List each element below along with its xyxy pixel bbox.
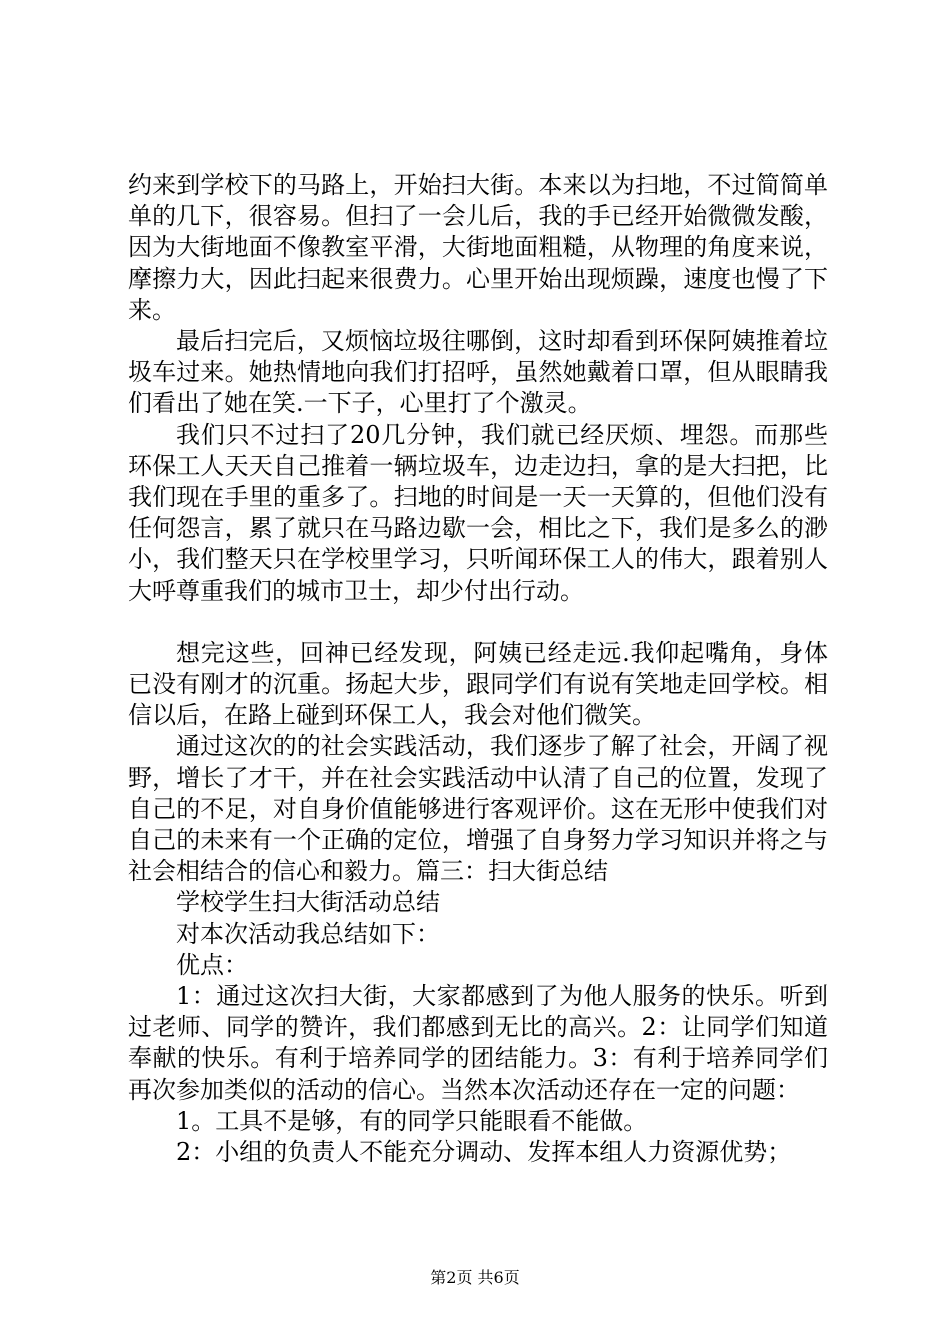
section-title: 学校学生扫大街活动总结 xyxy=(176,888,440,917)
problem-item-2: 2：小组的负责人不能充分调动、发挥本组人力资源优势； xyxy=(176,1138,792,1167)
page-footer: 第2页 共6页 xyxy=(430,1268,520,1287)
summary-intro: 对本次活动我总结如下： xyxy=(176,919,440,948)
document-body xyxy=(128,170,828,1168)
advantages-heading: 优点： xyxy=(176,950,248,979)
paragraph-5: 通过这次的的社会实践活动，我们逐步了解了社会，开阔了视野，增长了才干，并在社会实践活动中认清了自己的位置，发现了自己的不足，对自身价值能够进行客观评价。这在无形中使我们对自己的未来有一个正确的定位，增强了自身努力学习知识并将之与社会相结合的信心和毅力。篇三：扫大街总结 xyxy=(128,732,828,886)
paragraph-1: 约来到学校下的马路上，开始扫大街。本来以为扫地，不过简简单单的几下，很容易。但扫了一会儿后，我的手已经开始微微发酸，因为大街地面不像教室平滑，大街地面粗糙，从物理的角度来说，摩擦力大，因此扫起来很费力。心里开始出现烦躁，速度也慢了下来。 xyxy=(128,171,828,324)
paragraph-2: 最后扫完后，又烦恼垃圾往哪倒，这时却看到环保阿姨推着垃圾车过来。她热情地向我们打招呼，虽然她戴着口罩，但从眼睛我们看出了她在笑.一下子，心里打了个激灵。 xyxy=(128,327,828,418)
advantages-list: 1：通过这次扫大街，大家都感到了为他人服务的快乐。听到过老师、同学的赞许，我们都感到无比的高兴。2：让同学们知道奉献的快乐。有利于培养同学的团结能力。3：有利于培养同学们再次参加类似的活动的信心。当然本次活动还存在一定的问题： xyxy=(128,982,828,1104)
paragraph-3: 我们只不过扫了20几分钟，我们就已经厌烦、埋怨。而那些环保工人天天自己推着一辆垃圾车，边走边扫，拿的是大扫把，比我们现在手里的重多了。扫地的时间是一天一天算的，但他们没有任何怨言，累了就只在马路边歇一会，相比之下，我们是多么的渺小，我们整天只在学校里学习，只听闻环保工人的伟大，跟着别人大呼尊重我们的城市卫士，却少付出行动。 xyxy=(128,420,828,605)
problem-item-1: 1。工具不是够，有的同学只能眼看不能做。 xyxy=(176,1106,648,1135)
paragraph-4: 想完这些，回神已经发现，阿姨已经走远.我仰起嘴角，身体已没有刚才的沉重。扬起大步，跟同学们有说有笑地走回学校。相信以后，在路上碰到环保工人，我会对他们微笑。 xyxy=(128,638,828,730)
